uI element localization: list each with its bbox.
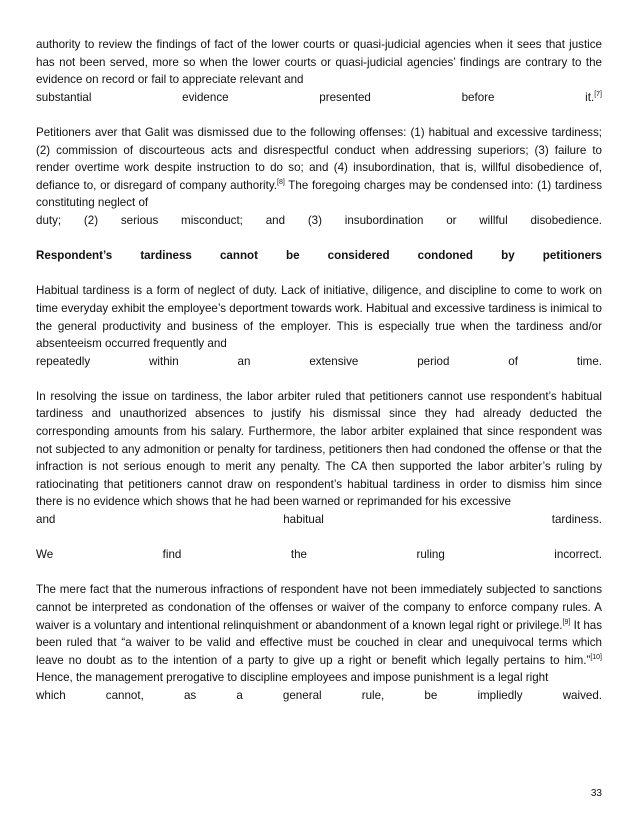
footnote-ref-9[interactable]: [9] xyxy=(562,618,571,626)
paragraph-tail: We find the ruling incorrect. xyxy=(36,548,602,562)
paragraph-review-authority xyxy=(36,36,602,106)
page-number: 33 xyxy=(590,788,602,799)
section-heading: Respondent’s tardiness cannot be considered condoned by petitioners xyxy=(36,249,602,263)
paragraph-offenses xyxy=(36,124,602,230)
footnote-ref-7[interactable]: [7] xyxy=(594,90,602,98)
paragraph-tail: and habitual tardiness. xyxy=(36,513,602,527)
paragraph-text: authority to review the findings of fact of the lower courts or quasi-judicial agencies when it sees that justice has not been served, more so when the lower courts or quasi-judicial agencies’ findings are contrary to the evidence on record or fail to appreciate relevant and xyxy=(36,38,602,87)
paragraph-text: The mere fact that the numerous infractions of respondent have not been immediately subjected to sanctions cannot be interpreted as condonation of the offenses or waiver of the company to enforce company rules. A waiver is a voluntary and intentional relinquishment or abandonment of a known legal right or privilege. xyxy=(36,583,602,632)
paragraph-text-cont: The foregoing charges may be condensed into: (1) tardiness constituting neglect of xyxy=(36,178,602,210)
paragraph-waiver xyxy=(36,581,602,704)
footnote-ref-10[interactable]: [10] xyxy=(590,653,602,661)
paragraph-tail: repeatedly within an extensive period of time. xyxy=(36,354,602,368)
paragraph-ruling-incorrect xyxy=(36,546,602,564)
paragraph-text: Habitual tardiness is a form of neglect of duty. Lack of initiative, diligence, and discipline to come to work on time everyday exhibit the employee’s deportment towards work. Habitual and excessive tardiness is inimical to the general productivity and business of the employer. This is especially true when the tardiness and/or absenteeism occurred frequently and xyxy=(36,284,602,351)
paragraph-labor-arbiter xyxy=(36,388,602,529)
footnote-ref-8[interactable]: [8] xyxy=(277,178,285,186)
document-page xyxy=(36,36,602,722)
paragraph-text: Petitioners aver that Galit was dismissed due to the following offenses: (1) habitual and excessive tardiness; (2) commission of discourteous acts and disrespectful conduct when addressing superiors; (3) failure to render overtime work despite instruction to do so; and (4) insubordination, that is, willful disobedience of, defiance to, or disregard of company authority. xyxy=(36,125,602,192)
paragraph-text-cont: It has been ruled that “a waiver to be valid and effective must be couched in clear and unequivocal terms which leave no doubt as to the intention of a party to give up a right or benefit which legally pertains to him.” xyxy=(36,618,603,667)
paragraph-habitual-tardiness xyxy=(36,282,602,370)
paragraph-tail: which cannot, as a general rule, be impliedly waived. xyxy=(36,688,602,702)
paragraph-text-cont2: Hence, the management prerogative to discipline employees and impose punishment is a legal right xyxy=(36,671,549,685)
paragraph-tail: duty; (2) serious misconduct; and (3) insubordination or willful disobedience. xyxy=(36,213,602,227)
paragraph-tail: substantial evidence presented before it.[7] xyxy=(36,90,602,104)
paragraph-text: In resolving the issue on tardiness, the labor arbiter ruled that petitioners cannot use respondent’s habitual tardiness and unauthorized absences to justify his dismissal since they had already deducted the corresponding amounts from his salary. Furthermore, the labor arbiter explained that since respondent was not subjected to any admonition or penalty for tardiness, petitioners then had condoned the offense or that the infraction is not serious enough to merit any penalty. The CA then supported the labor arbiter’s ruling by ratiocinating that petitioners cannot draw on respondent’s habitual tardiness in order to dismiss him since there is no evidence which shows that he had been warned or reprimanded for his excessive xyxy=(36,389,602,509)
